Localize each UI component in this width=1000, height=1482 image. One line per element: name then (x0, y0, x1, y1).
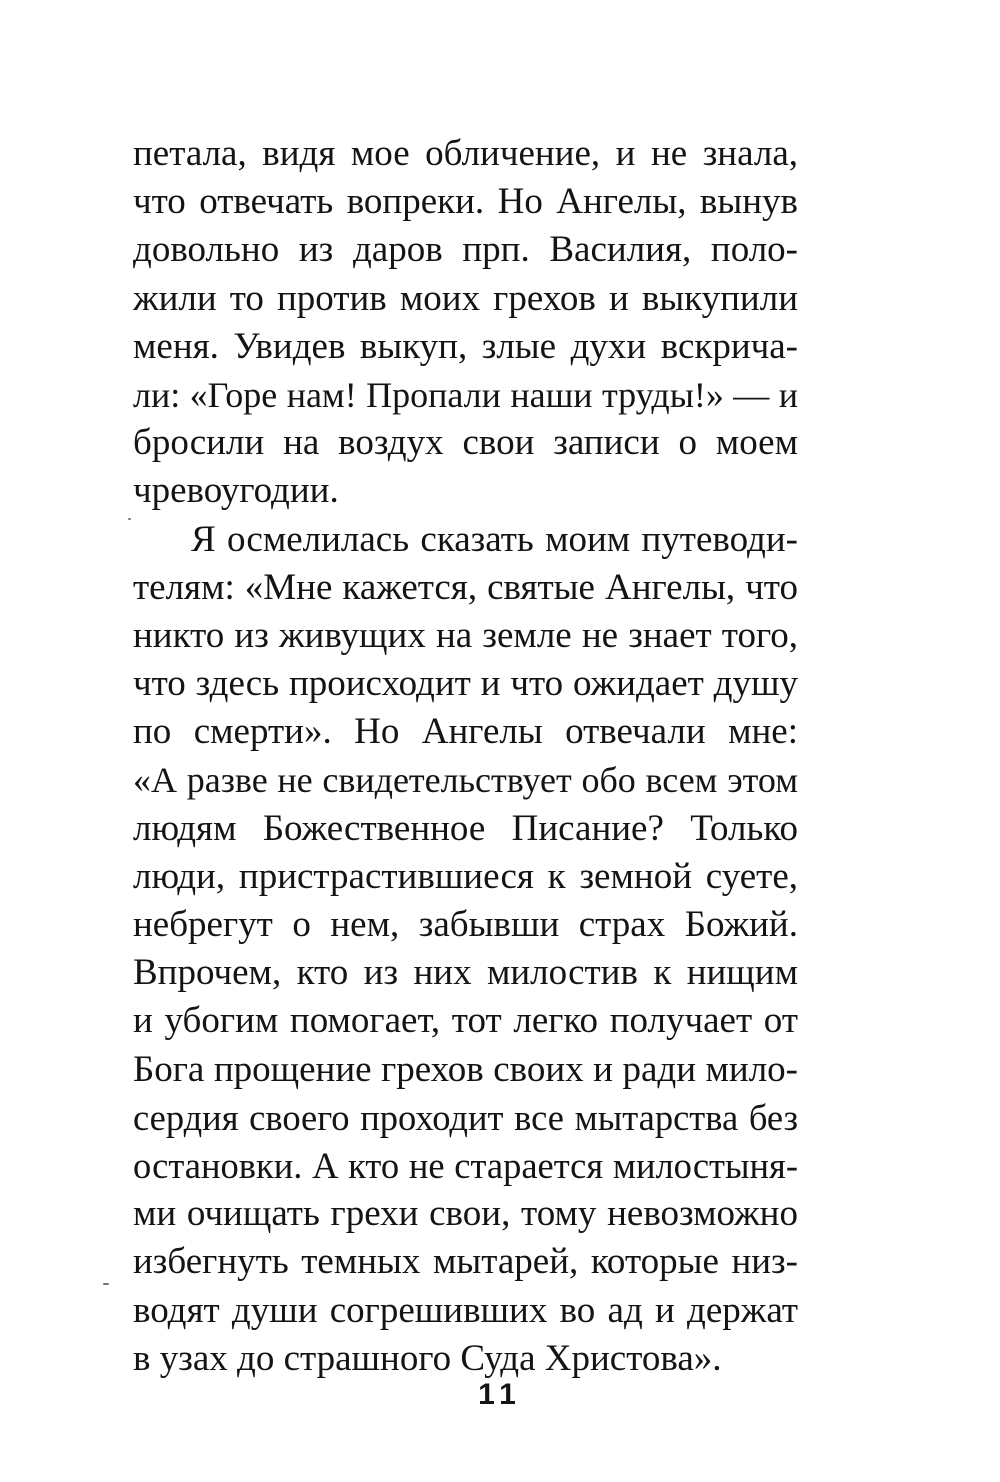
body-text (133, 130, 798, 1383)
text-line: люди, пристрастившиеся к земной суете, (133, 855, 798, 897)
text-line: меня. Увидев выкуп, злые духи вскрича- (133, 325, 798, 367)
text-line: телям: «Мне кажется, святые Ангелы, что (133, 566, 798, 608)
page-number: 11 (478, 1378, 522, 1411)
text-line: остановки. А кто не старается милостыня- (133, 1144, 798, 1186)
text-line: небрегут о нем, забывши страх Божий. (133, 904, 798, 945)
text-line: бросили на воздух свои записи о моем (133, 422, 798, 464)
text-line: ми очищать грехи свои, тому невозможно (133, 1193, 798, 1235)
text-line: избегнуть темных мытарей, которые низ- (133, 1241, 798, 1283)
text-line: людям Божественное Писание? Только (133, 807, 798, 849)
text-line: ли: «Горе нам! Пропали наши труды!» — и (133, 374, 798, 415)
text-line: по смерти». Но Ангелы отвечали мне: (133, 711, 798, 753)
text-line: петала, видя мое обличение, и не знала, (133, 133, 798, 174)
scan-speck (128, 518, 131, 520)
text-line: довольно из даров прп. Василия, поло- (133, 229, 798, 271)
text-line: и убогим помогает, тот легко получает от (133, 1000, 798, 1042)
text-line: Я осмелилась сказать моим путеводи- (191, 518, 798, 560)
text-line: Бога прощение грехов своих и ради мило- (133, 1048, 798, 1090)
text-line: в узах до страшного Суда Христова». (133, 1337, 722, 1379)
text-line: чревоугодии. (133, 470, 339, 512)
text-line: никто из живущих на земле не знает того, (133, 614, 798, 656)
text-line: «А разве не свидетельствует обо всем этом (133, 760, 798, 801)
text-line: что здесь происходит и что ожидает душу (133, 663, 798, 705)
text-line: водят души согрешивших во ад и держат (133, 1289, 798, 1331)
scan-speck (103, 1283, 109, 1285)
text-line: что отвечать вопреки. Но Ангелы, вынув (133, 181, 798, 223)
text-line: сердия своего проходит все мытарства без (133, 1096, 798, 1138)
text-line: жили то против моих грехов и выкупили (133, 277, 798, 319)
text-line: Впрочем, кто из них милостив к нищим (133, 952, 798, 994)
